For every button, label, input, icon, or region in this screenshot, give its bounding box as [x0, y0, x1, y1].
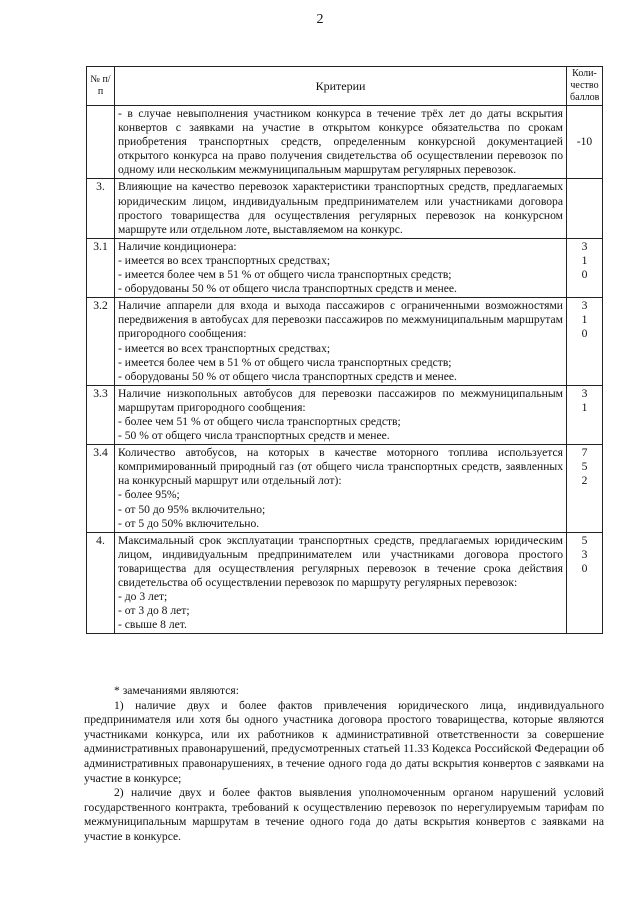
points-value: 3 [581, 239, 588, 253]
criterion-option: - более 95%; [118, 488, 180, 502]
criterion-option: - свыше 8 лет. [118, 618, 187, 632]
points-value: 1 [581, 313, 588, 327]
points-value: 0 [581, 268, 588, 282]
points-value: -10 [576, 135, 593, 149]
table-row [87, 179, 603, 238]
table-row [87, 106, 603, 179]
criterion-heading: Наличие аппарели для входа и выхода пассажиров с ограниченными возможностями передвижения в автобусах для перевозки пассажиров по межмуниципальным маршрутам пригородного сообщения: [118, 299, 563, 341]
row-criteria [115, 532, 567, 634]
table-body [87, 106, 603, 634]
points-value: 3 [581, 299, 588, 313]
table-row [87, 238, 603, 297]
criterion-option: - имеется во всех транспортных средствах; [118, 341, 331, 355]
criterion-heading: - в случае невыполнения участником конкурса в течение трёх лет до даты вскрытия конвертов с заявками на участие в открытом конкурсе обязательства по срокам приобретения транспортных средств, определенным конкурсной документацией открытого конкурса на право получения свидетельства об осуществлении перевозок по одному или нескольким межмуниципальным маршрутам регулярных перевозок. [118, 107, 563, 177]
table-row [87, 532, 603, 634]
row-number: 3.2 [87, 298, 115, 386]
row-criteria [115, 385, 567, 444]
criterion-heading: Наличие кондиционера: [118, 239, 237, 253]
row-criteria [115, 179, 567, 238]
criterion-option: - имеется более чем в 51 % от общего числа транспортных средств; [118, 355, 452, 369]
notes-intro: * замечаниями являются: [114, 684, 239, 697]
header-number: № п/п [87, 67, 115, 106]
row-points [567, 179, 603, 238]
criterion-option: - от 5 до 50% включительно. [118, 516, 260, 530]
table-row [87, 385, 603, 444]
row-number: 4. [87, 532, 115, 634]
note-item: 1) наличие двух и более фактов привлечения юридического лица, индивидуального предпринимателя или хотя бы одного участника договора простого товарищества, которые являются участниками конкурса, или их работников к административной ответственности за совершение административных правонарушений, предусмотренных статьей 11.33 Кодекса Российской Федерации об административных правонарушениях, в течение одного года до даты вскрытия конвертов с заявками на участие в конкурсе; [84, 698, 604, 785]
row-points [567, 385, 603, 444]
criterion-heading: Максимальный срок эксплуатации транспортных средств, предлагаемых юридическим лицом, индивидуальным предпринимателем или участниками договора простого товарищества для осуществления регулярных перевозок в течение срока действия свидетельства об осуществлении перевозок по маршруту регулярных перевозок: [118, 533, 563, 589]
table-header-row [87, 67, 603, 106]
page-number: 2 [316, 12, 324, 27]
criterion-heading: Влияющие на качество перевозок характеристики транспортных средств, предлагаемых юридическим лицом, индивидуальным предпринимателем или участниками договора простого товарищества для осуществления регулярных перевозок на конкурсном маршруте или отдельном лоте, выставляемом на конкурс. [118, 180, 563, 236]
row-points [567, 238, 603, 297]
points-value: 1 [581, 400, 588, 414]
row-criteria [115, 238, 567, 297]
note-item: 2) наличие двух и более фактов выявления уполномоченным органом нарушений условий государственного контракта, требований к осуществлению перевозок по нерегулируемым тарифам по межмуниципальным маршрутам в течение одного года до даты вскрытия конвертов с заявками на участие в конкурсе. [84, 786, 604, 843]
criterion-option: - имеется во всех транспортных средствах; [118, 253, 331, 267]
points-value: 0 [581, 561, 588, 575]
row-points [567, 445, 603, 533]
row-number: 3.1 [87, 238, 115, 297]
row-points [567, 532, 603, 634]
notes-section [84, 684, 604, 845]
points-value: 5 [581, 533, 588, 547]
table-row [87, 298, 603, 386]
criterion-option: - имеется более чем в 51 % от общего числа транспортных средств; [118, 268, 452, 282]
criterion-option: - от 3 до 8 лет; [118, 604, 190, 618]
row-number: 3.3 [87, 385, 115, 444]
row-points [567, 106, 603, 179]
header-criteria: Критерии [115, 67, 567, 106]
criterion-heading: Количество автобусов, на которых в качестве моторного топлива используется компримированный природный газ (от общего числа транспортных средств, заявленных на конкурсный маршрут или отдельный лот): [118, 446, 563, 488]
row-criteria [115, 298, 567, 386]
points-value: 0 [581, 327, 588, 341]
criterion-option: - от 50 до 95% включительно; [118, 502, 266, 516]
row-points [567, 298, 603, 386]
points-value: 3 [581, 547, 588, 561]
criterion-option: - 50 % от общего числа транспортных средств и менее. [118, 429, 390, 443]
header-points: Коли-чество баллов [567, 67, 603, 106]
criterion-option: - до 3 лет; [118, 590, 168, 604]
points-value: 2 [581, 474, 588, 488]
row-criteria [115, 445, 567, 533]
criterion-option: - оборудованы 50 % от общего числа транспортных средств и менее. [118, 282, 457, 296]
row-criteria [115, 106, 567, 179]
table-row [87, 445, 603, 533]
row-number: 3. [87, 179, 115, 238]
criterion-heading: Наличие низкопольных автобусов для перевозки пассажиров по межмуниципальным маршрутам пригородного сообщения: [118, 386, 563, 414]
row-number [87, 106, 115, 179]
points-value: 5 [581, 460, 588, 474]
criterion-option: - оборудованы 50 % от общего числа транспортных средств и менее. [118, 369, 457, 383]
points-value: 1 [581, 253, 588, 267]
criterion-option: - более чем 51 % от общего числа транспортных средств; [118, 414, 401, 428]
row-number: 3.4 [87, 445, 115, 533]
points-value: 3 [581, 386, 588, 400]
points-value: 7 [581, 446, 588, 460]
criteria-table [86, 66, 603, 634]
